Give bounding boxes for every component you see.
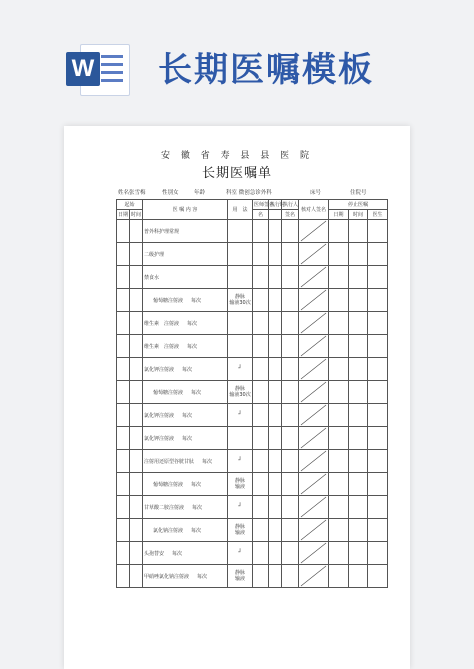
exec-person-cell bbox=[282, 312, 299, 335]
order-content-cell bbox=[143, 427, 228, 450]
patient-age: 年龄 bbox=[194, 190, 206, 196]
order-content-cell bbox=[143, 358, 228, 381]
stop-date-cell bbox=[329, 243, 349, 266]
diagonal-slash bbox=[299, 220, 328, 242]
header-doctor: 医师签名 bbox=[253, 200, 269, 210]
diagonal-slash bbox=[299, 542, 328, 564]
stop-date-cell bbox=[329, 289, 349, 312]
stop-time-cell bbox=[349, 220, 368, 243]
stop-time-cell bbox=[349, 496, 368, 519]
order-content-cell bbox=[143, 496, 228, 519]
header-nurse-check: 核对人签名 bbox=[299, 200, 329, 220]
order-route: 静脉 输液30次 bbox=[229, 294, 251, 306]
nurse-check-cell bbox=[299, 312, 329, 335]
exec-time-cell bbox=[269, 473, 282, 496]
bed-number: 床号 bbox=[310, 190, 322, 196]
stop-doctor-cell bbox=[368, 473, 388, 496]
doctor-sign-cell bbox=[253, 381, 269, 404]
start-date-cell bbox=[117, 404, 130, 427]
usage-cell bbox=[228, 312, 253, 335]
header-exec-time: 执行时 bbox=[269, 200, 282, 210]
exec-time-cell bbox=[269, 266, 282, 289]
diagonal-slash bbox=[299, 381, 328, 403]
stop-date-cell bbox=[329, 542, 349, 565]
table-row bbox=[117, 289, 388, 312]
diagonal-slash bbox=[299, 266, 328, 288]
exec-person-cell bbox=[282, 358, 299, 381]
group-bracket-mark: ┘ bbox=[238, 457, 242, 464]
nurse-check-cell bbox=[299, 266, 329, 289]
diagonal-slash bbox=[299, 335, 328, 357]
header-stop: 停止医嘱 bbox=[329, 200, 388, 210]
start-date-cell bbox=[117, 220, 130, 243]
stop-time-cell bbox=[349, 450, 368, 473]
start-time-cell bbox=[130, 381, 143, 404]
start-time-cell bbox=[130, 335, 143, 358]
order-route: 静脉 输液30次 bbox=[229, 386, 251, 398]
diagonal-slash bbox=[299, 427, 328, 449]
usage-cell bbox=[228, 519, 253, 542]
stop-date-cell bbox=[329, 450, 349, 473]
stop-doctor-cell bbox=[368, 496, 388, 519]
order-frequency: 每次 bbox=[191, 297, 202, 304]
exec-person-cell bbox=[282, 289, 299, 312]
stop-date-cell bbox=[329, 519, 349, 542]
stop-date-cell bbox=[329, 496, 349, 519]
order-content-cell bbox=[143, 220, 228, 243]
exec-person-cell bbox=[282, 542, 299, 565]
order-content-cell bbox=[143, 473, 228, 496]
exec-person-cell bbox=[282, 519, 299, 542]
start-date-cell bbox=[117, 289, 130, 312]
stop-date-cell bbox=[329, 381, 349, 404]
nurse-check-cell bbox=[299, 565, 329, 588]
start-date-cell bbox=[117, 450, 130, 473]
exec-time-cell bbox=[269, 243, 282, 266]
banner-title: 长期医嘱模板 bbox=[158, 50, 374, 90]
doctor-sign-cell bbox=[253, 450, 269, 473]
department: 科室 微创急诊外科 bbox=[226, 190, 272, 196]
order-content-cell bbox=[143, 289, 228, 312]
table-row bbox=[117, 404, 388, 427]
exec-time-cell bbox=[269, 335, 282, 358]
stop-time-cell bbox=[349, 427, 368, 450]
exec-person-cell bbox=[282, 496, 299, 519]
doctor-sign-cell bbox=[253, 496, 269, 519]
exec-time-cell bbox=[269, 381, 282, 404]
start-time-cell bbox=[130, 289, 143, 312]
usage-cell bbox=[228, 473, 253, 496]
nurse-check-cell bbox=[299, 404, 329, 427]
start-time-cell bbox=[130, 542, 143, 565]
header-sign: 签名 bbox=[282, 210, 299, 220]
stop-doctor-cell bbox=[368, 427, 388, 450]
stop-time-cell bbox=[349, 565, 368, 588]
order-content: 维生素 注射液 bbox=[144, 320, 180, 327]
order-route: 静脉 输液 bbox=[235, 524, 246, 536]
order-frequency: 每次 bbox=[191, 527, 202, 534]
nurse-check-cell bbox=[299, 335, 329, 358]
stop-time-cell bbox=[349, 542, 368, 565]
order-frequency: 每次 bbox=[191, 389, 202, 396]
table-row bbox=[117, 335, 388, 358]
diagonal-slash bbox=[299, 519, 328, 541]
stop-doctor-cell bbox=[368, 565, 388, 588]
usage-cell bbox=[228, 565, 253, 588]
stop-time-cell bbox=[349, 473, 368, 496]
stop-date-cell bbox=[329, 220, 349, 243]
order-frequency: 每次 bbox=[192, 504, 203, 511]
start-date-cell bbox=[117, 542, 130, 565]
nurse-check-cell bbox=[299, 450, 329, 473]
start-time-cell bbox=[130, 358, 143, 381]
order-content-cell bbox=[143, 381, 228, 404]
stop-date-cell bbox=[329, 266, 349, 289]
diagonal-slash bbox=[299, 289, 328, 311]
doctor-sign-cell bbox=[253, 427, 269, 450]
start-date-cell bbox=[117, 243, 130, 266]
header-date: 日期 bbox=[117, 210, 130, 220]
exec-person-cell bbox=[282, 404, 299, 427]
stop-time-cell bbox=[349, 358, 368, 381]
stop-doctor-cell bbox=[368, 220, 388, 243]
exec-time-cell bbox=[269, 519, 282, 542]
stop-date-cell bbox=[329, 358, 349, 381]
order-content-cell bbox=[143, 565, 228, 588]
start-time-cell bbox=[130, 312, 143, 335]
start-date-cell bbox=[117, 312, 130, 335]
word-document-icon bbox=[62, 40, 132, 98]
order-content: 氯化钾注射液 bbox=[144, 412, 175, 419]
doctor-sign-cell bbox=[253, 404, 269, 427]
header-blank bbox=[269, 210, 282, 220]
form-title: 长期医嘱单 bbox=[201, 166, 272, 181]
header-time: 时间 bbox=[130, 210, 143, 220]
usage-cell bbox=[228, 289, 253, 312]
stop-time-cell bbox=[349, 381, 368, 404]
exec-person-cell bbox=[282, 266, 299, 289]
start-time-cell bbox=[130, 266, 143, 289]
stop-doctor-cell bbox=[368, 381, 388, 404]
order-content: 甲硝唑氯化钠注射液 bbox=[144, 573, 190, 580]
admission-number: 住院号 bbox=[350, 190, 367, 196]
start-date-cell bbox=[117, 565, 130, 588]
stop-date-cell bbox=[329, 335, 349, 358]
group-bracket-mark: ┘ bbox=[238, 549, 242, 556]
doctor-sign-cell bbox=[253, 473, 269, 496]
usage-cell bbox=[228, 358, 253, 381]
order-frequency: 每次 bbox=[182, 412, 193, 419]
template-banner bbox=[0, 0, 474, 118]
start-time-cell bbox=[130, 450, 143, 473]
usage-cell bbox=[228, 450, 253, 473]
diagonal-slash bbox=[299, 312, 328, 334]
order-content: 注射用还原型谷胱甘肽 bbox=[144, 458, 195, 465]
table-row bbox=[117, 473, 388, 496]
hospital-name: 安 徽 省 寿 县 县 医 院 bbox=[160, 151, 314, 161]
nurse-check-cell bbox=[299, 519, 329, 542]
order-content: 氯化钠注射液 bbox=[153, 527, 184, 534]
exec-person-cell bbox=[282, 473, 299, 496]
order-frequency: 每次 bbox=[202, 458, 213, 465]
nurse-check-cell bbox=[299, 542, 329, 565]
start-date-cell bbox=[117, 358, 130, 381]
stop-doctor-cell bbox=[368, 289, 388, 312]
doctor-sign-cell bbox=[253, 220, 269, 243]
nurse-check-cell bbox=[299, 289, 329, 312]
diagonal-slash bbox=[299, 243, 328, 265]
stop-time-cell bbox=[349, 243, 368, 266]
order-content: 维生素 注射液 bbox=[144, 343, 180, 350]
usage-cell bbox=[228, 542, 253, 565]
nurse-check-cell bbox=[299, 243, 329, 266]
table-row bbox=[117, 266, 388, 289]
order-frequency: 每次 bbox=[182, 435, 193, 442]
order-frequency: 每次 bbox=[191, 481, 202, 488]
start-time-cell bbox=[130, 404, 143, 427]
order-content: 葡萄糖注射液 bbox=[153, 297, 184, 304]
order-content: 二级护理 bbox=[144, 251, 165, 258]
usage-cell bbox=[228, 427, 253, 450]
document-page bbox=[64, 126, 410, 669]
header-stop-date: 日期 bbox=[329, 210, 349, 220]
table-row bbox=[117, 519, 388, 542]
exec-time-cell bbox=[269, 427, 282, 450]
start-date-cell bbox=[117, 496, 130, 519]
usage-cell bbox=[228, 335, 253, 358]
stop-time-cell bbox=[349, 266, 368, 289]
doctor-sign-cell bbox=[253, 266, 269, 289]
exec-time-cell bbox=[269, 450, 282, 473]
doctor-sign-cell bbox=[253, 335, 269, 358]
stop-doctor-cell bbox=[368, 450, 388, 473]
nurse-check-cell bbox=[299, 358, 329, 381]
header-name: 名 bbox=[253, 210, 269, 220]
doctor-sign-cell bbox=[253, 358, 269, 381]
order-content: 普外科护理常规 bbox=[144, 228, 180, 235]
usage-cell bbox=[228, 381, 253, 404]
exec-time-cell bbox=[269, 496, 282, 519]
order-frequency: 每次 bbox=[187, 320, 198, 327]
group-bracket-mark: ┘ bbox=[238, 411, 242, 418]
exec-person-cell bbox=[282, 335, 299, 358]
stop-date-cell bbox=[329, 312, 349, 335]
table-row bbox=[117, 542, 388, 565]
order-frequency: 每次 bbox=[182, 366, 193, 373]
start-time-cell bbox=[130, 473, 143, 496]
exec-person-cell bbox=[282, 220, 299, 243]
diagonal-slash bbox=[299, 565, 328, 587]
nurse-check-cell bbox=[299, 220, 329, 243]
doctor-sign-cell bbox=[253, 565, 269, 588]
table-row bbox=[117, 565, 388, 588]
header-usage: 用 法 bbox=[228, 200, 253, 220]
table-header-row bbox=[117, 200, 388, 210]
stop-time-cell bbox=[349, 289, 368, 312]
exec-time-cell bbox=[269, 220, 282, 243]
header-stop-doctor: 医生 bbox=[368, 210, 388, 220]
order-content-cell bbox=[143, 519, 228, 542]
nurse-check-cell bbox=[299, 473, 329, 496]
exec-time-cell bbox=[269, 358, 282, 381]
header-content: 医 嘱 内 容 bbox=[143, 200, 228, 220]
order-content: 氯化钾注射液 bbox=[144, 435, 175, 442]
table-row bbox=[117, 450, 388, 473]
usage-cell bbox=[228, 243, 253, 266]
start-time-cell bbox=[130, 220, 143, 243]
order-content-cell bbox=[143, 243, 228, 266]
table-row bbox=[117, 427, 388, 450]
group-bracket-mark: ┘ bbox=[238, 365, 242, 372]
order-content-cell bbox=[143, 450, 228, 473]
exec-person-cell bbox=[282, 427, 299, 450]
exec-time-cell bbox=[269, 312, 282, 335]
stop-doctor-cell bbox=[368, 335, 388, 358]
stop-doctor-cell bbox=[368, 542, 388, 565]
order-content: 葡萄糖注射液 bbox=[153, 481, 184, 488]
start-time-cell bbox=[130, 496, 143, 519]
doctor-sign-cell bbox=[253, 289, 269, 312]
order-content-cell bbox=[143, 312, 228, 335]
order-route: 静脉 输液 bbox=[235, 570, 246, 582]
start-time-cell bbox=[130, 519, 143, 542]
exec-person-cell bbox=[282, 450, 299, 473]
stop-time-cell bbox=[349, 404, 368, 427]
stop-doctor-cell bbox=[368, 519, 388, 542]
table-row bbox=[117, 312, 388, 335]
order-frequency: 每次 bbox=[197, 573, 208, 580]
exec-person-cell bbox=[282, 565, 299, 588]
doctor-sign-cell bbox=[253, 519, 269, 542]
order-content: 禁食水 bbox=[144, 274, 160, 281]
table-row bbox=[117, 496, 388, 519]
table-row bbox=[117, 381, 388, 404]
stop-doctor-cell bbox=[368, 358, 388, 381]
group-bracket-mark: ┘ bbox=[238, 503, 242, 510]
start-date-cell bbox=[117, 381, 130, 404]
doctor-sign-cell bbox=[253, 243, 269, 266]
diagonal-slash bbox=[299, 404, 328, 426]
exec-time-cell bbox=[269, 289, 282, 312]
start-date-cell bbox=[117, 266, 130, 289]
usage-cell bbox=[228, 266, 253, 289]
order-content-cell bbox=[143, 335, 228, 358]
header-start: 起始 bbox=[117, 200, 143, 210]
usage-cell bbox=[228, 404, 253, 427]
start-date-cell bbox=[117, 335, 130, 358]
table-row bbox=[117, 220, 388, 243]
diagonal-slash bbox=[299, 358, 328, 380]
orders-table bbox=[116, 199, 388, 588]
nurse-check-cell bbox=[299, 381, 329, 404]
word-badge: W bbox=[66, 52, 100, 86]
table-row bbox=[117, 358, 388, 381]
start-time-cell bbox=[130, 565, 143, 588]
diagonal-slash bbox=[299, 473, 328, 495]
nurse-check-cell bbox=[299, 496, 329, 519]
start-date-cell bbox=[117, 519, 130, 542]
stop-date-cell bbox=[329, 404, 349, 427]
order-content: 氯化钾注射液 bbox=[144, 366, 175, 373]
stop-doctor-cell bbox=[368, 404, 388, 427]
order-frequency: 每次 bbox=[172, 550, 183, 557]
stop-date-cell bbox=[329, 427, 349, 450]
stop-doctor-cell bbox=[368, 312, 388, 335]
order-frequency: 每次 bbox=[187, 343, 198, 350]
usage-cell bbox=[228, 220, 253, 243]
nurse-check-cell bbox=[299, 427, 329, 450]
stop-time-cell bbox=[349, 312, 368, 335]
start-time-cell bbox=[130, 427, 143, 450]
exec-person-cell bbox=[282, 243, 299, 266]
order-content: 头孢替安 bbox=[144, 550, 165, 557]
order-content-cell bbox=[143, 266, 228, 289]
stop-doctor-cell bbox=[368, 266, 388, 289]
stop-time-cell bbox=[349, 335, 368, 358]
order-content-cell bbox=[143, 542, 228, 565]
start-date-cell bbox=[117, 427, 130, 450]
exec-time-cell bbox=[269, 404, 282, 427]
header-exec-person: 执行人 bbox=[282, 200, 299, 210]
start-date-cell bbox=[117, 473, 130, 496]
order-content: 葡萄糖注射液 bbox=[153, 389, 184, 396]
stop-date-cell bbox=[329, 565, 349, 588]
diagonal-slash bbox=[299, 496, 328, 518]
stop-date-cell bbox=[329, 473, 349, 496]
table-row bbox=[117, 243, 388, 266]
doctor-sign-cell bbox=[253, 312, 269, 335]
patient-gender: 性别女 bbox=[162, 190, 179, 196]
exec-time-cell bbox=[269, 542, 282, 565]
doctor-sign-cell bbox=[253, 542, 269, 565]
exec-person-cell bbox=[282, 381, 299, 404]
start-time-cell bbox=[130, 243, 143, 266]
usage-cell bbox=[228, 496, 253, 519]
exec-time-cell bbox=[269, 565, 282, 588]
order-content: 甘草酸二胺注射液 bbox=[144, 504, 185, 511]
order-route: 静脉 输液 bbox=[235, 478, 246, 490]
order-content-cell bbox=[143, 404, 228, 427]
header-stop-time: 时间 bbox=[349, 210, 368, 220]
stop-time-cell bbox=[349, 519, 368, 542]
diagonal-slash bbox=[299, 450, 328, 472]
stop-doctor-cell bbox=[368, 243, 388, 266]
patient-name: 姓名张雪梅 bbox=[118, 190, 146, 196]
